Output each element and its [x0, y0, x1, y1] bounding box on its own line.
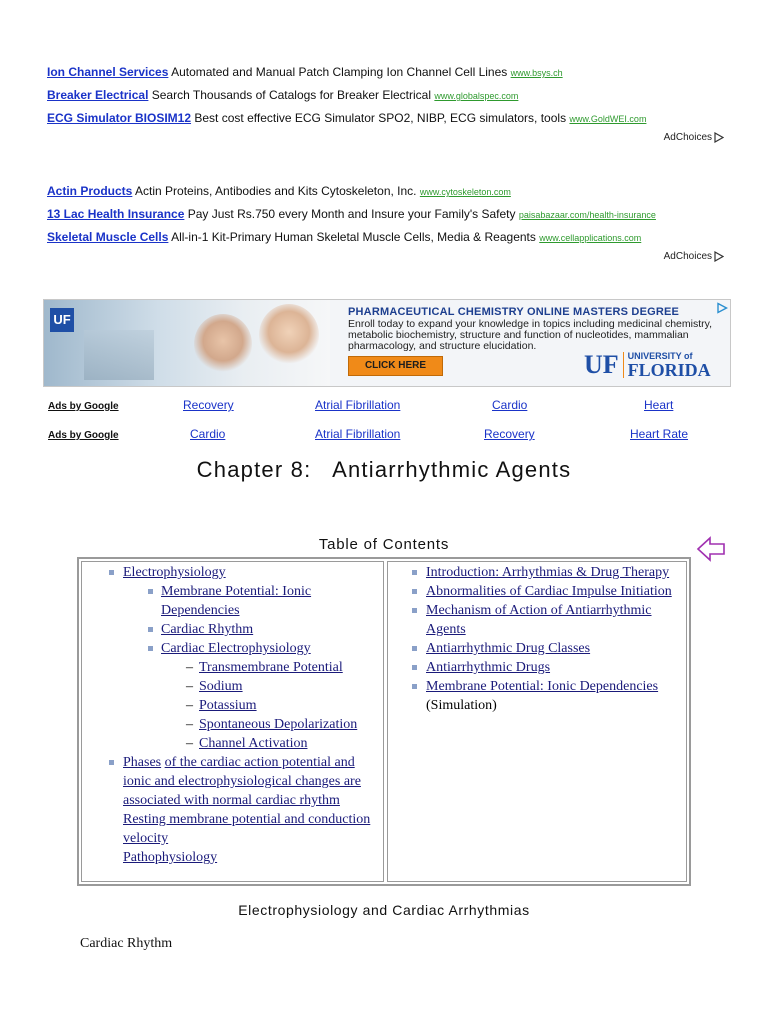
dash-bullet: – [186, 717, 193, 732]
adchoices-link[interactable] [664, 251, 724, 262]
toc-link-electrophysiology[interactable] [123, 563, 226, 582]
toc-link-potassium[interactable] [199, 696, 257, 715]
adchoices-label: AdChoices [663, 251, 712, 262]
dash-bullet: – [186, 679, 193, 694]
ad-keyword-link[interactable]: Atrial Fibrillation [315, 398, 401, 412]
text-ad[interactable] [47, 226, 727, 249]
adchoices-icon [714, 251, 724, 262]
ads-by-google-label[interactable]: Ads by Google [48, 430, 119, 441]
toc-link-pathophysiology[interactable] [123, 848, 217, 867]
click-here-button[interactable]: CLICK HERE [348, 356, 443, 376]
text-ad[interactable] [47, 107, 727, 130]
toc-item-phases-cont [123, 772, 361, 791]
bullet-icon [412, 608, 417, 613]
ad-title-link[interactable]: Skeletal Muscle Cells [47, 230, 169, 244]
toc-link-membrane-ionic[interactable] [426, 677, 658, 696]
toc-link-text[interactable]: Cardiac Rhythm [161, 622, 254, 637]
toc-link-text[interactable]: Membrane Potential: Ionic Dependencies [426, 679, 659, 694]
toc-simulation-note: (Simulation) [426, 698, 497, 713]
bullet-icon [412, 570, 417, 575]
toc-link-text[interactable]: associated with normal cardiac rhythm [123, 793, 340, 808]
back-arrow-icon[interactable] [696, 534, 726, 564]
toc-link-mechanism-cont[interactable] [426, 620, 466, 639]
toc-link-text[interactable]: Introduction: Arrhythmias & Drug Therapy [426, 565, 670, 580]
adchoices-icon [714, 132, 724, 143]
toc-link-mechanism[interactable] [426, 601, 652, 620]
banner-headline: PHARMACEUTICAL CHEMISTRY ONLINE MASTERS DEGREE [348, 306, 680, 318]
ad-description: Automated and Manual Patch Clamping Ion Channel Cell Lines [171, 65, 508, 79]
dash-bullet: – [186, 660, 193, 675]
toc-link-text[interactable]: Dependencies [161, 603, 240, 618]
adchoices-icon[interactable] [716, 302, 728, 314]
toc-link-spontaneous-depolarization[interactable] [199, 715, 357, 734]
bullet-icon [412, 589, 417, 594]
adchoices-label: AdChoices [663, 132, 712, 143]
scientist-figure [194, 314, 252, 374]
dash-bullet: – [186, 736, 193, 751]
toc-right-column [387, 561, 687, 882]
toc-link-introduction[interactable] [426, 563, 669, 582]
ad-title-link[interactable]: 13 Lac Health Insurance [47, 207, 185, 221]
section-title: Electrophysiology and Cardiac Arrhythmias [238, 902, 530, 918]
ad-keyword-link[interactable]: Cardio [492, 398, 528, 412]
uf-logo [584, 350, 711, 380]
text-ad-block-top [47, 61, 727, 143]
toc-link-cardiac-electrophysiology[interactable] [161, 639, 311, 658]
toc-link-text[interactable]: Antiarrhythmic Drugs [426, 660, 551, 675]
banner-ad[interactable] [43, 299, 731, 387]
uf-logo-divider [623, 352, 624, 378]
ad-title-link[interactable]: ECG Simulator BIOSIM12 [47, 111, 192, 125]
ad-title-link[interactable]: Breaker Electrical [47, 88, 149, 102]
uf-logo-letters: UF [584, 350, 619, 379]
toc-item-phases [123, 753, 355, 772]
uf-mark-icon: UF [50, 308, 74, 332]
toc-title: Table of Contents [318, 536, 450, 553]
text-ad[interactable] [47, 84, 727, 107]
ad-url-link[interactable]: www.bsys.ch [510, 68, 563, 78]
toc-link-drug-classes[interactable] [426, 639, 590, 658]
ad-url-link[interactable]: www.globalspec.com [434, 91, 519, 101]
ad-url-link[interactable]: paisabazaar.com/health-insurance [518, 210, 656, 220]
uf-logo-university: UNIVERSITY of [627, 351, 693, 361]
toc-link-text[interactable]: Membrane Potential: Ionic [161, 584, 312, 599]
banner-body-text: Enroll today to expand your knowledge in topics including medicinal chemistry, metabolic biochemistry, structure and function of nucleotides, mammalian pharmacology, and structure elucidation. [348, 318, 712, 352]
ad-keyword-link[interactable]: Cardio [190, 427, 226, 441]
toc-link-text[interactable]: Antiarrhythmic Drug Classes [426, 641, 591, 656]
toc-link-phases[interactable]: Phases [123, 755, 162, 770]
toc-link-text[interactable]: Potassium [199, 698, 257, 713]
banner-photo [44, 300, 330, 386]
adchoices-link[interactable] [664, 132, 724, 143]
toc-link-membrane-potential-cont[interactable] [161, 601, 240, 620]
ads-by-google-label[interactable]: Ads by Google [48, 401, 119, 412]
table-of-contents [77, 557, 691, 886]
text-ad[interactable] [47, 203, 727, 226]
toc-link-text[interactable]: Spontaneous Depolarization [199, 717, 358, 732]
toc-link-text[interactable]: Sodium [199, 679, 243, 694]
bullet-icon [412, 665, 417, 670]
ad-description: Search Thousands of Catalogs for Breaker Electrical [151, 88, 432, 102]
lab-equipment [84, 330, 154, 380]
ad-description: All-in-1 Kit-Primary Human Skeletal Muscle Cells, Media & Reagents [171, 230, 536, 244]
bullet-icon [109, 570, 114, 575]
toc-link-text[interactable]: Abnormalities of Cardiac Impulse Initiation [426, 584, 672, 599]
bullet-icon [412, 646, 417, 651]
toc-link-text[interactable]: Transmembrane Potential [199, 660, 343, 675]
toc-link-transmembrane-potential[interactable] [199, 658, 343, 677]
toc-link-resting-potential[interactable] [123, 810, 370, 829]
ad-title-link[interactable]: Actin Products [47, 184, 133, 198]
ad-url-link[interactable]: www.cytoskeleton.com [419, 187, 511, 197]
ad-description: Best cost effective ECG Simulator SPO2, NIBP, ECG simulators, tools [194, 111, 567, 125]
toc-link-text[interactable]: of the cardiac action potential and [164, 755, 355, 770]
ad-url-link[interactable]: www.GoldWEI.com [569, 114, 647, 124]
toc-link-resting-potential-cont[interactable] [123, 829, 168, 848]
ads-by-google-row [48, 427, 708, 445]
toc-link-text[interactable]: Mechanism of Action of Antiarrhythmic [426, 603, 652, 618]
toc-link-text[interactable]: Channel Activation [199, 736, 308, 751]
ad-description: Actin Proteins, Antibodies and Kits Cytoskeleton, Inc. [135, 184, 417, 198]
toc-link-membrane-potential[interactable] [161, 582, 311, 601]
toc-link-text[interactable]: Resting membrane potential and conduction [123, 812, 371, 827]
scientist-figure [259, 304, 319, 366]
toc-left-column [81, 561, 384, 882]
toc-link-text[interactable]: Agents [426, 622, 466, 637]
toc-item-phases-cont [123, 791, 340, 810]
bullet-icon [148, 646, 153, 651]
bullet-icon [148, 627, 153, 632]
text-ad-block-middle [47, 180, 727, 262]
toc-link-drugs[interactable] [426, 658, 550, 677]
ad-keyword-link[interactable]: Recovery [484, 427, 535, 441]
text-ad[interactable] [47, 180, 727, 203]
subsection-heading: Cardiac Rhythm [80, 936, 173, 951]
toc-link-channel-activation[interactable] [199, 734, 307, 753]
bullet-icon [412, 684, 417, 689]
toc-link-text[interactable]: Cardiac Electrophysiology [161, 641, 311, 656]
ad-keyword-link[interactable]: Atrial Fibrillation [315, 427, 401, 441]
toc-link-text[interactable]: velocity [123, 831, 169, 846]
ad-keyword-link[interactable]: Recovery [183, 398, 234, 412]
bullet-icon [148, 589, 153, 594]
chapter-title: Chapter 8: Antiarrhythmic Agents [196, 457, 572, 482]
bullet-icon [109, 760, 114, 765]
ads-by-google-row [48, 398, 708, 416]
ad-description: Pay Just Rs.750 every Month and Insure your Family's Safety [187, 207, 516, 221]
ad-keyword-link[interactable]: Heart Rate [630, 427, 689, 441]
toc-link-abnormalities[interactable] [426, 582, 672, 601]
toc-link-text[interactable]: Electrophysiology [123, 565, 226, 580]
ad-keyword-link[interactable]: Heart [644, 398, 674, 412]
toc-link-sodium[interactable] [199, 677, 243, 696]
ad-url-link[interactable]: www.cellapplications.com [539, 233, 642, 243]
toc-link-text[interactable]: ionic and electrophysiological changes are [123, 774, 361, 789]
dash-bullet: – [186, 698, 193, 713]
toc-link-text[interactable]: Pathophysiology [123, 850, 218, 865]
uf-logo-text [628, 351, 711, 379]
uf-logo-florida: FLORIDA [627, 360, 711, 380]
ad-title-link[interactable]: Ion Channel Services [47, 65, 169, 79]
text-ad[interactable] [47, 61, 727, 84]
toc-link-cardiac-rhythm[interactable] [161, 620, 253, 639]
